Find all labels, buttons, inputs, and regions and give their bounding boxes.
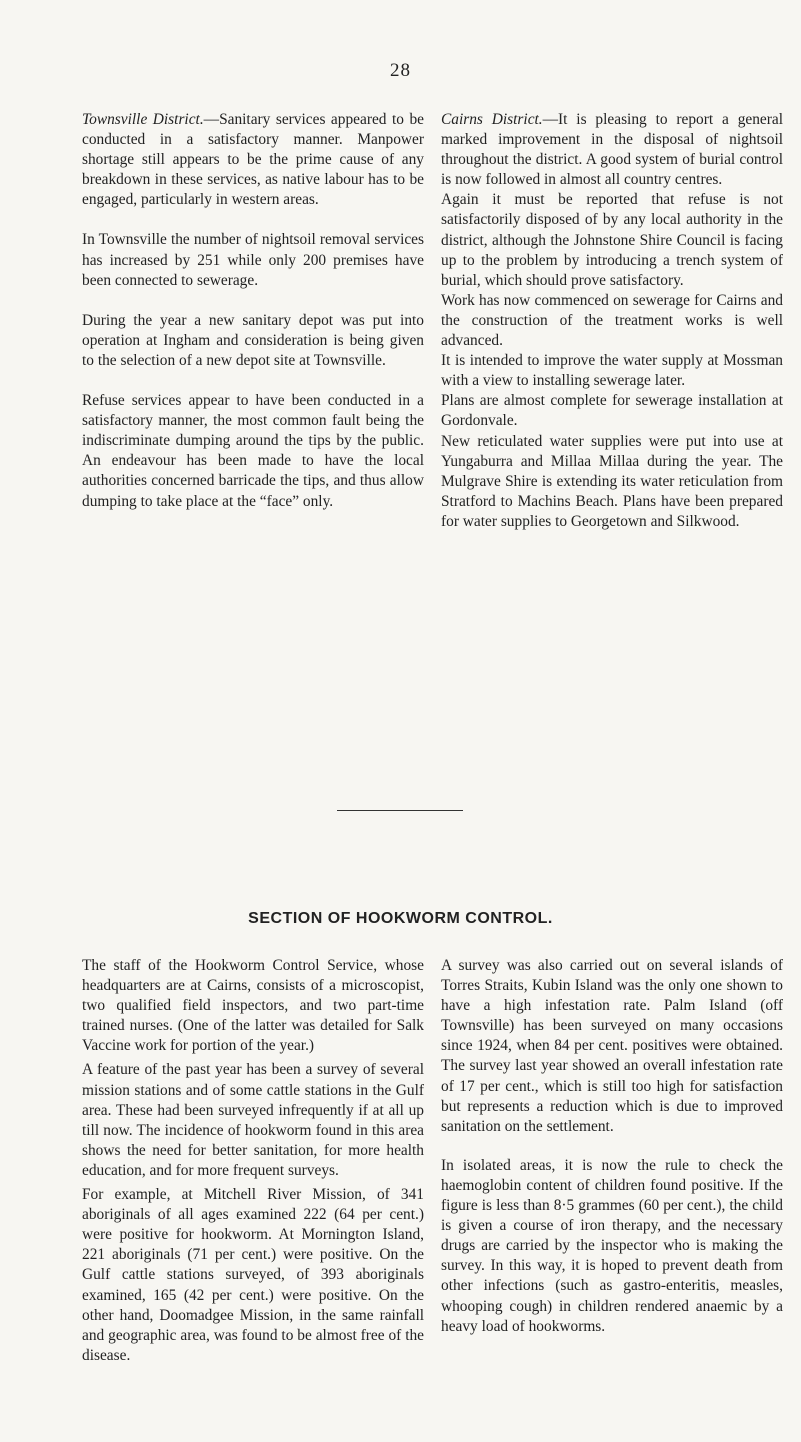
cairns-paragraph-3: Work has now commenced on sewerage for Cairns and the construction of the treatment works is well advanced. (441, 291, 783, 350)
page-number: 28 (390, 60, 411, 81)
townsville-paragraph-4: Refuse services appear to have been conducted in a satisfactory manner, the most common fault being the indiscriminate dumping around the tips by the public. An endeavour has been made to have the local authorities concerned barricade the tips, and thus allow dumping to take place at the “face” only. (82, 392, 424, 510)
hookworm-paragraph-5: In isolated areas, it is now the rule to check the haemoglobin content of children found positive. If the figure is less than 8·5 grammes (60 per cent.), the child is given a course of iron therapy, and the necessary drugs are carried by the inspector who is making the survey. In this way, it is hoped to prevent death from other infections (such as gastro-enteritis, measles, whooping cough) in children rendered anaemic by a heavy load of hookworms. (441, 1156, 783, 1335)
cairns-district-heading: Cairns District. (441, 111, 543, 128)
cairns-paragraph-2: Again it must be reported that refuse is not satisfactorily disposed of by any local authority in the district, although the Johnstone Shire Council is facing up to the problem by introducing a trench system of burial, which should prove satisfactory. (441, 191, 783, 289)
cairns-paragraph-4: It is intended to improve the water supply at Mossman with a view to installing sewerage later. (441, 352, 783, 390)
townsville-paragraph-1: Townsville District.—Sanitary services appeared to be conducted in a satisfactory manner. Manpower shortage still appears to be the prime cause of any breakdown in these services, as native labour has to be engaged, particularly in western areas. (82, 111, 424, 209)
cairns-paragraph-5: Plans are almost complete for sewerage installation at Gordonvale. (441, 392, 783, 430)
cairns-paragraph-6: New reticulated water supplies were put into use at Yungaburra and Millaa Millaa during the year. The Mulgrave Shire is extending its water reticulation from Stratford to Machins Beach. Plans have been prepared for water supplies to Georgetown and Silkwood. (441, 432, 783, 530)
hookworm-paragraph-3: For example, at Mitchell River Mission, of 341 aboriginals of all ages examined 222 (64 per cent.) were positive for hookworm. At Mornington Island, 221 aboriginals (71 per cent.) were positive. On the Gulf cattle stations surveyed, of 393 aboriginals examined, 165 (42 per cent.) were positive. On the other hand, Doomadgee Mission, in the same rainfall and geographic area, was found to be almost free of the disease. (82, 1186, 424, 1364)
townsville-district-heading: Townsville District. (82, 111, 204, 128)
townsville-district-section (82, 110, 424, 512)
section-divider (337, 810, 463, 811)
hookworm-right-column (441, 956, 783, 1337)
townsville-paragraph-2: In Townsville the number of nightsoil removal services has increased by 251 while only 200 premises have been connected to sewerage. (82, 231, 424, 289)
hookworm-paragraph-2: A feature of the past year has been a survey of several mission stations and of some cattle stations in the Gulf area. These had been surveyed infrequently if at all up till now. The incidence of hookworm found in this area shows the need for better sanitation, for more health education, and for more frequent surveys. (82, 1061, 424, 1179)
cairns-district-section (441, 110, 783, 532)
cairns-paragraph-1: Cairns District.—It is pleasing to report a general marked improvement in the disposal of nightsoil throughout the district. A good system of burial control is now followed in almost all country centres. (441, 111, 783, 189)
hookworm-paragraph-1: The staff of the Hookworm Control Service, whose headquarters are at Cairns, consists of a microscopist, two qualified field inspectors, and two part-time trained nurses. (One of the latter was detailed for Salk Vaccine work for portion of the year.) (82, 957, 424, 1055)
hookworm-paragraph-4: A survey was also carried out on several islands of Torres Straits, Kubin Island was the only one shown to have a high infestation rate. Palm Island (off Townsville) has been surveyed on many occasions since 1924, when 84 per cent. positives were obtained. The survey last year showed an overall infestation rate of 17 per cent., which is still too high for satisfaction but represents a reduction which is due to improved sanitation on the settlement. (441, 957, 783, 1135)
section-title: SECTION OF HOOKWORM CONTROL. (248, 910, 553, 927)
townsville-paragraph-3: During the year a new sanitary depot was put into operation at Ingham and consideration is being given to the selection of a new depot site at Townsville. (82, 311, 424, 369)
hookworm-left-column (82, 956, 424, 1366)
